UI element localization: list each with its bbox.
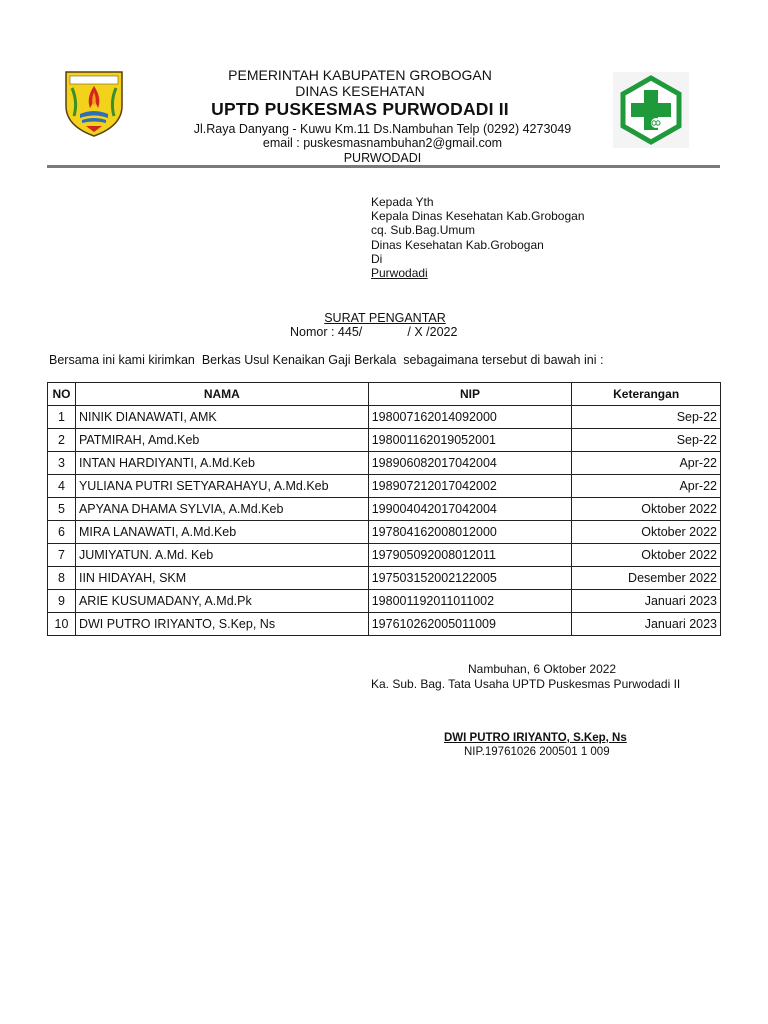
cell-nama: PATMIRAH, Amd.Keb: [75, 429, 368, 452]
cell-keterangan: Sep-22: [572, 429, 721, 452]
header-address: Jl.Raya Danyang - Kuwu Km.11 Ds.Nambuhan Telp (0292) 4273049: [193, 122, 572, 136]
column-header-nama: NAMA: [75, 383, 368, 406]
grobogan-regency-emblem-icon: [62, 68, 126, 138]
cell-no: 10: [48, 613, 76, 636]
signature-nip: NIP.19761026 200501 1 009: [464, 746, 610, 758]
cell-nip: 198001192011011002: [368, 590, 572, 613]
cell-no: 1: [48, 406, 76, 429]
cell-nip: 197804162008012000: [368, 521, 572, 544]
cell-no: 4: [48, 475, 76, 498]
signature-name: DWI PUTRO IRIYANTO, S.Kep, Ns: [444, 732, 627, 744]
cell-nama: APYANA DHAMA SYLVIA, A.Md.Keb: [75, 498, 368, 521]
cell-nip: 198007162014092000: [368, 406, 572, 429]
table-row: [48, 475, 721, 498]
cell-no: 9: [48, 590, 76, 613]
table-row: [48, 567, 721, 590]
header-divider: [47, 165, 720, 168]
cell-keterangan: Oktober 2022: [572, 498, 721, 521]
recipient-line-1: Kepada Yth: [371, 195, 434, 209]
cell-nama: JUMIYATUN. A.Md. Keb: [75, 544, 368, 567]
cell-nama: DWI PUTRO IRIYANTO, S.Kep, Ns: [75, 613, 368, 636]
cell-no: 2: [48, 429, 76, 452]
recipient-line-3: cq. Sub.Bag.Umum: [371, 223, 476, 237]
cell-nama: MIRA LANAWATI, A.Md.Keb: [75, 521, 368, 544]
column-header-no: NO: [48, 383, 76, 406]
header-government: PEMERINTAH KABUPATEN GROBOGAN: [228, 67, 492, 83]
cell-keterangan: Desember 2022: [572, 567, 721, 590]
letter-intro: Bersama ini kami kirimkan Berkas Usul Kenaikan Gaji Berkala sebagaimana tersebut di bawah ini :: [49, 353, 604, 367]
table-row: [48, 521, 721, 544]
recipient-line-5: Di: [371, 252, 383, 266]
signature-position: Ka. Sub. Bag. Tata Usaha UPTD Puskesmas Purwodadi II: [371, 677, 681, 691]
cell-keterangan: Januari 2023: [572, 613, 721, 636]
cell-nip: 199004042017042004: [368, 498, 572, 521]
recipient-city: Purwodadi: [371, 266, 428, 280]
recipient-line-4: Dinas Kesehatan Kab.Grobogan: [371, 238, 544, 252]
cell-keterangan: Oktober 2022: [572, 521, 721, 544]
cell-nama: NINIK DIANAWATI, AMK: [75, 406, 368, 429]
puskesmas-emblem-icon: [613, 72, 689, 148]
cell-nip: 197905092008012011: [368, 544, 572, 567]
cell-nip: 197610262005011009: [368, 613, 572, 636]
header-title: UPTD PUSKESMAS PURWODADI II: [211, 99, 509, 119]
cell-nip: 197503152002122005: [368, 567, 572, 590]
cell-keterangan: Januari 2023: [572, 590, 721, 613]
letter-title: SURAT PENGANTAR: [324, 311, 446, 325]
cell-nama: INTAN HARDIYANTI, A.Md.Keb: [75, 452, 368, 475]
header-city: PURWODADI: [343, 151, 422, 165]
table-row: [48, 544, 721, 567]
table-row: [48, 613, 721, 636]
column-header-keterangan: Keterangan: [572, 383, 721, 406]
column-header-nip: NIP: [368, 383, 572, 406]
cell-no: 5: [48, 498, 76, 521]
cell-nip: 198906082017042004: [368, 452, 572, 475]
header-email: email : puskesmasnambuhan2@gmail.com: [262, 136, 503, 150]
table-row: [48, 590, 721, 613]
table-row: [48, 406, 721, 429]
cell-no: 3: [48, 452, 76, 475]
cell-nama: IIN HIDAYAH, SKM: [75, 567, 368, 590]
table-row: [48, 452, 721, 475]
letter-number: Nomor : 445/ / X /2022: [290, 325, 458, 339]
table-header-row: [48, 383, 721, 406]
cell-keterangan: Apr-22: [572, 475, 721, 498]
cell-no: 6: [48, 521, 76, 544]
cell-nip: 198907212017042002: [368, 475, 572, 498]
signature-date: Nambuhan, 6 Oktober 2022: [468, 662, 617, 676]
table-row: [48, 429, 721, 452]
header-department: DINAS KESEHATAN: [295, 83, 425, 99]
table-row: [48, 498, 721, 521]
cell-keterangan: Oktober 2022: [572, 544, 721, 567]
cell-nama: ARIE KUSUMADANY, A.Md.Pk: [75, 590, 368, 613]
cell-no: 7: [48, 544, 76, 567]
cell-keterangan: Sep-22: [572, 406, 721, 429]
cell-no: 8: [48, 567, 76, 590]
employee-table: [47, 382, 721, 636]
cell-nama: YULIANA PUTRI SETYARAHAYU, A.Md.Keb: [75, 475, 368, 498]
recipient-line-2: Kepala Dinas Kesehatan Kab.Grobogan: [371, 209, 585, 223]
cell-nip: 198001162019052001: [368, 429, 572, 452]
cell-keterangan: Apr-22: [572, 452, 721, 475]
